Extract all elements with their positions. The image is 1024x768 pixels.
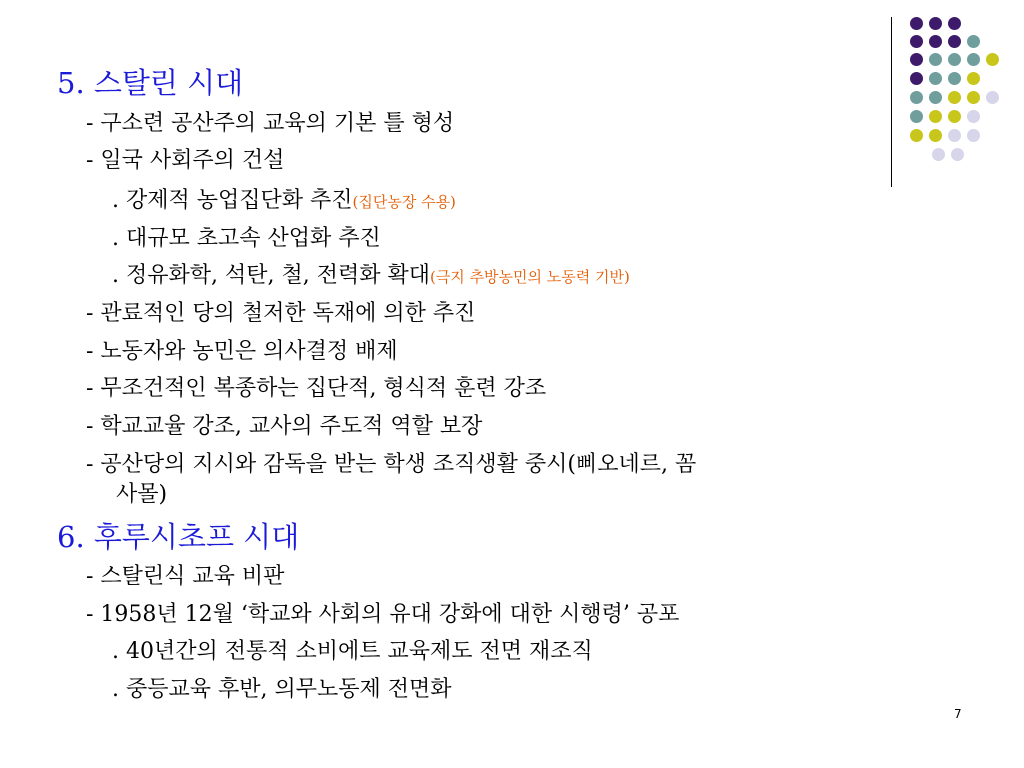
bullet-item: - 스탈린식 교육 비판 (86, 564, 285, 589)
sub-bullet-item (112, 187, 456, 216)
section-6-heading: 6. 후루시초프 시대 (57, 520, 300, 554)
bullet-item: - 공산당의 지시와 감독을 받는 학생 조직생활 중시(삐오네르, 꼼 (86, 452, 697, 477)
page-number: 7 (954, 707, 962, 721)
bullet-item: - 관료적인 당의 철저한 독재에 의한 추진 (86, 301, 476, 326)
sub-bullet-item: . 40년간의 전통적 소비에트 교육제도 전면 재조직 (112, 639, 593, 664)
bullet-item: - 1958년 12월 ‘학교와 사회의 유대 강화에 대한 시행령’ 공포 (86, 602, 680, 627)
bullet-item-continuation: 사몰) (116, 482, 168, 507)
sub-bullet-text: . 강제적 농업집단화 추진 (112, 188, 353, 213)
note-text: (극지 추방농민의 노동력 기반) (429, 268, 630, 286)
section-5-heading: 5. 스탈린 시대 (57, 66, 244, 100)
bullet-item: - 구소련 공산주의 교육의 기본 틀 형성 (86, 111, 455, 136)
note-text: (집단농장 수용) (352, 193, 456, 211)
bullet-item: - 학교교율 강조, 교사의 주도적 역할 보장 (86, 414, 483, 439)
sub-bullet-text: . 정유화학, 석탄, 철, 전력화 확대 (112, 263, 430, 288)
sub-bullet-item (112, 262, 630, 291)
sub-bullet-item: . 중등교육 후반, 의무노동제 전면화 (112, 677, 452, 702)
bullet-item: - 일국 사회주의 건설 (86, 148, 285, 173)
bullet-item: - 무조건적인 복종하는 집단적, 형식적 훈련 강조 (86, 376, 547, 401)
sub-bullet-item: . 대규모 초고속 산업화 추진 (112, 226, 381, 251)
bullet-item: - 노동자와 농민은 의사결정 배제 (86, 339, 398, 364)
